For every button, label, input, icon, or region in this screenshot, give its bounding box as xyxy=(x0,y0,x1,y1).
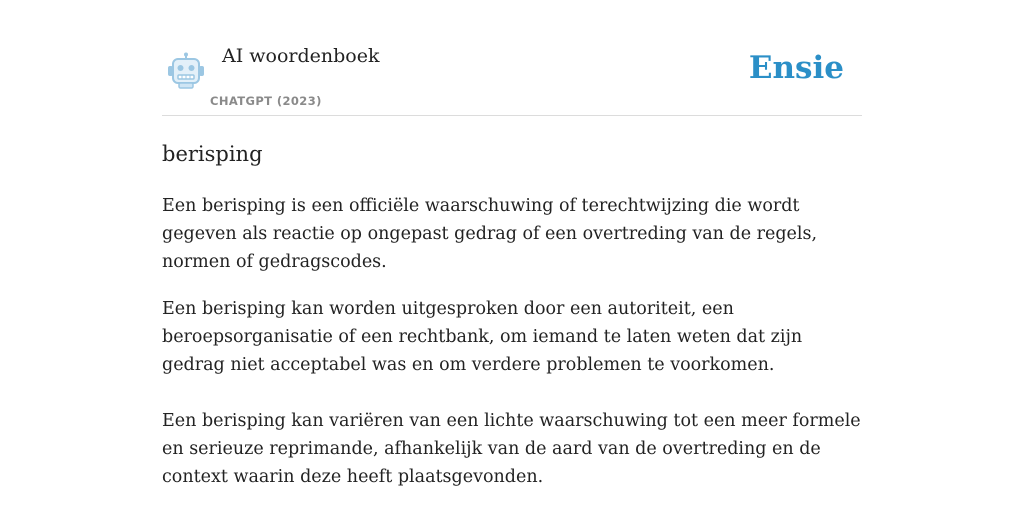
definition-paragraph: Een berisping is een officiële waarschuwing of terechtwijzing die wordt gegeven als reactie op ongepast gedrag of een overtreding van de regels, normen of gedragscodes. xyxy=(162,196,818,272)
source-meta: CHATGPT (2023) xyxy=(210,94,322,108)
definition-paragraph: Een berisping kan worden uitgesproken door een autoriteit, een beroepsorganisatie of een rechtbank, om iemand te laten weten dat zijn gedrag niet acceptabel was en om verdere problemen te voorkomen. Een berisping kan variëren van een lichte waarschuwing tot een meer formele en serieuze reprimande, afhankelijk van de aard van de overtreding en de context waarin deze heeft plaatsgevonden. xyxy=(162,299,861,487)
robot-icon xyxy=(166,52,206,90)
source-name: AI woordenboek xyxy=(222,45,380,67)
brand-logo-link[interactable]: Ensie xyxy=(748,50,844,86)
entry-content xyxy=(162,138,862,491)
site-header xyxy=(162,0,862,116)
entry-term: berisping xyxy=(162,142,263,166)
